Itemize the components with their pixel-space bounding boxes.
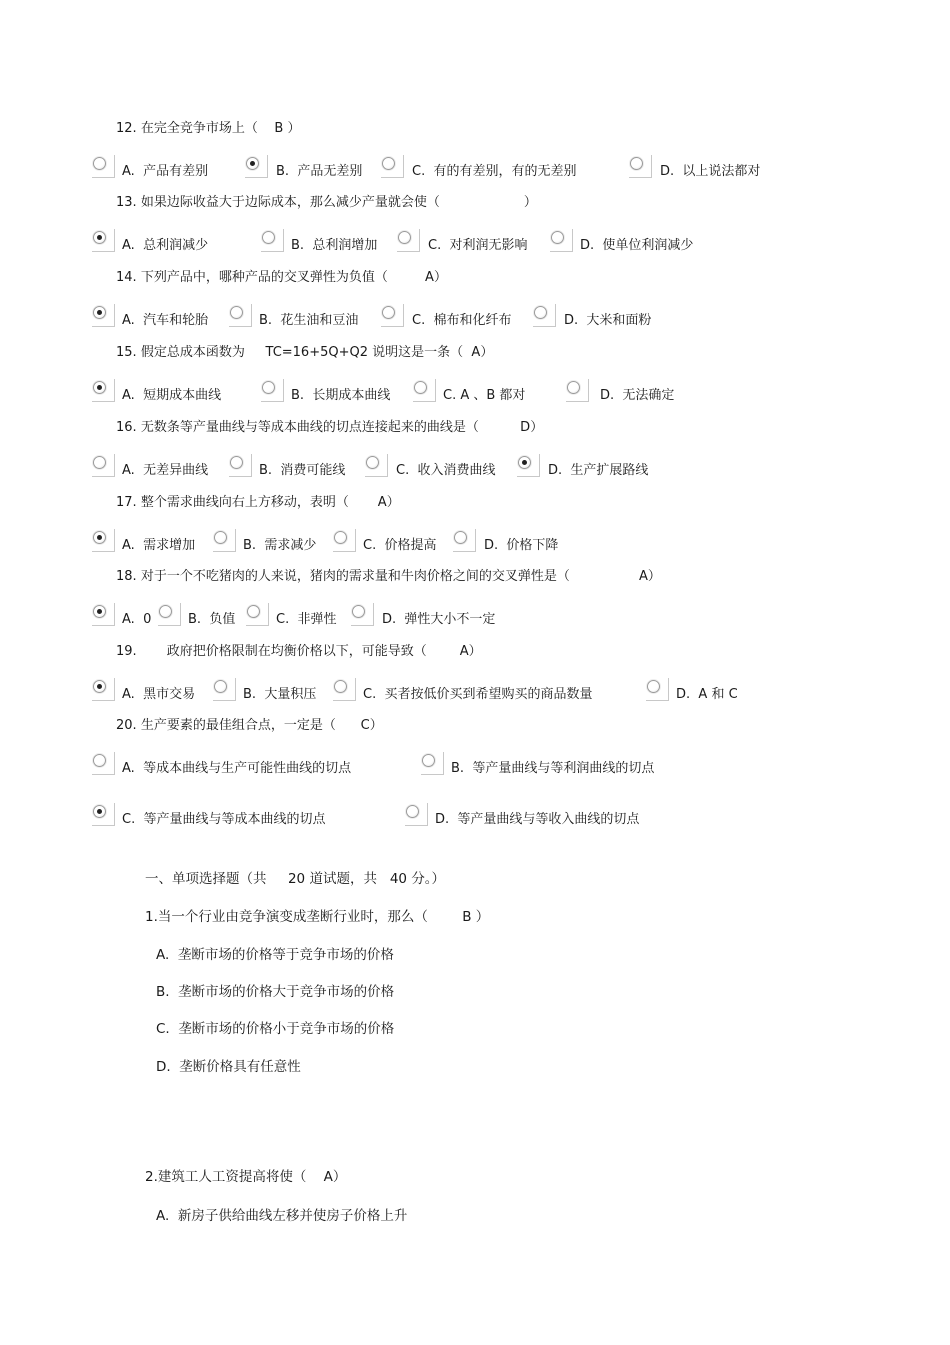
q13-option-c-radio[interactable] [398,231,411,244]
q19-option-c: C. 买者按低价买到希望购买的商品数量 [363,687,593,702]
q13-option-a-radio[interactable] [93,231,106,244]
q20-option-c: C. 等产量曲线与等成本曲线的切点 [122,812,326,827]
q12-option-b-radio[interactable] [246,157,259,170]
q12-option-d-radio[interactable] [630,157,643,170]
q15-option-c: C. A 、B 都对 [443,388,526,403]
q14-option-c: C. 棉布和化纤布 [412,313,512,328]
q19-option-d-radio[interactable] [647,680,660,693]
q16-option-a: A. 无差异曲线 [122,463,209,478]
q15-option-b-radio[interactable] [262,381,275,394]
q20-option-b: B. 等产量曲线与等利润曲线的切点 [451,761,655,776]
q18-option-b-radio[interactable] [159,605,172,618]
q17-option-c: C. 价格提高 [363,538,437,553]
part2-q1-option-d: D. 垄断价格具有任意性 [156,1059,301,1075]
q17-option-c-radio[interactable] [334,531,347,544]
part2-question-1-stem: 1.当一个行业由竞争演变成垄断行业时，那么（ B ） [145,909,490,925]
q20-option-d: D. 等产量曲线与等收入曲线的切点 [435,812,640,827]
q16-option-c-radio[interactable] [366,456,379,469]
part2-q1-option-a: A. 垄断市场的价格等于竞争市场的价格 [156,947,394,963]
q20-option-a-radio[interactable] [93,754,106,767]
question-17-stem: 17. 整个需求曲线向右上方移动，表明（ A） [116,495,400,510]
q12-option-b: B. 产品无差别 [276,164,363,179]
q12-option-a: A. 产品有差别 [122,164,209,179]
question-16-stem: 16. 无数条等产量曲线与等成本曲线的切点连接起来的曲线是（ D） [116,420,544,435]
q15-option-b: B. 长期成本曲线 [291,388,391,403]
q14-option-d-radio[interactable] [534,306,547,319]
q14-option-c-radio[interactable] [382,306,395,319]
q19-option-a-radio[interactable] [93,680,106,693]
q14-option-b: B. 花生油和豆油 [259,313,359,328]
q19-option-a: A. 黑市交易 [122,687,196,702]
q13-option-d: D. 使单位利润减少 [580,238,694,253]
part2-q2-option-a: A. 新房子供给曲线左移并使房子价格上升 [156,1208,408,1224]
q20-option-c-radio[interactable] [93,805,106,818]
q18-option-c-radio[interactable] [247,605,260,618]
q17-option-a: A. 需求增加 [122,538,196,553]
q16-option-a-radio[interactable] [93,456,106,469]
part2-q1-option-c: C. 垄断市场的价格小于竞争市场的价格 [156,1021,395,1037]
q16-option-b-radio[interactable] [230,456,243,469]
q17-option-d: D. 价格下降 [484,538,559,553]
question-13-stem: 13. 如果边际收益大于边际成本，那么减少产量就会使（ ） [116,195,537,210]
q14-option-a: A. 汽车和轮胎 [122,313,209,328]
q17-option-b: B. 需求减少 [243,538,317,553]
q18-option-c: C. 非弹性 [276,612,337,627]
q17-option-d-radio[interactable] [454,531,467,544]
q15-option-c-radio[interactable] [414,381,427,394]
q12-option-a-radio[interactable] [93,157,106,170]
q15-option-d-radio[interactable] [567,381,580,394]
q19-option-c-radio[interactable] [334,680,347,693]
question-18-stem: 18. 对于一个不吃猪肉的人来说，猪肉的需求量和牛肉价格之间的交叉弹性是（ A） [116,569,661,584]
question-20-stem: 20. 生产要素的最佳组合点，一定是（ C） [116,718,383,733]
part2-q1-option-b: B. 垄断市场的价格大于竞争市场的价格 [156,984,395,1000]
q14-option-d: D. 大米和面粉 [564,313,652,328]
question-15-stem: 15. 假定总成本函数为 TC=16+5Q+Q2 说明这是一条（ A） [116,345,494,360]
q18-option-a-radio[interactable] [93,605,106,618]
q13-option-c: C. 对利润无影响 [428,238,528,253]
q15-option-a: A. 短期成本曲线 [122,388,222,403]
q12-option-c: C. 有的有差别，有的无差别 [412,164,577,179]
question-19-stem: 19. 政府把价格限制在均衡价格以下，可能导致（ A） [116,644,482,659]
q16-option-b: B. 消费可能线 [259,463,346,478]
q19-option-b-radio[interactable] [214,680,227,693]
q16-option-d: D. 生产扩展路线 [548,463,649,478]
section-title: 一、单项选择题（共 20 道试题，共 40 分。） [145,871,446,887]
q20-option-b-radio[interactable] [422,754,435,767]
q20-option-d-radio[interactable] [406,805,419,818]
q14-option-a-radio[interactable] [93,306,106,319]
q17-option-b-radio[interactable] [214,531,227,544]
q18-option-a: A. 0 [122,612,152,627]
q17-option-a-radio[interactable] [93,531,106,544]
q15-option-a-radio[interactable] [93,381,106,394]
q13-option-a: A. 总利润减少 [122,238,209,253]
q18-option-d: D. 弹性大小不一定 [382,612,496,627]
q19-option-d: D. A 和 C [676,687,738,702]
q13-option-b-radio[interactable] [262,231,275,244]
q12-option-c-radio[interactable] [382,157,395,170]
q12-option-d: D. 以上说法都对 [660,164,761,179]
question-14-stem: 14. 下列产品中，哪种产品的交叉弹性为负值（ A） [116,270,447,285]
q16-option-c: C. 收入消费曲线 [396,463,496,478]
q16-option-d-radio[interactable] [518,456,531,469]
question-12-stem: 12. 在完全竞争市场上（ B ） [116,121,301,136]
q19-option-b: B. 大量积压 [243,687,317,702]
q13-option-b: B. 总利润增加 [291,238,378,253]
q14-option-b-radio[interactable] [230,306,243,319]
q18-option-b: B. 负值 [188,612,236,627]
q18-option-d-radio[interactable] [352,605,365,618]
q15-option-d: D. 无法确定 [600,388,675,403]
q20-option-a: A. 等成本曲线与生产可能性曲线的切点 [122,761,352,776]
q13-option-d-radio[interactable] [551,231,564,244]
part2-question-2-stem: 2.建筑工人工资提高将使（ A） [145,1169,347,1185]
